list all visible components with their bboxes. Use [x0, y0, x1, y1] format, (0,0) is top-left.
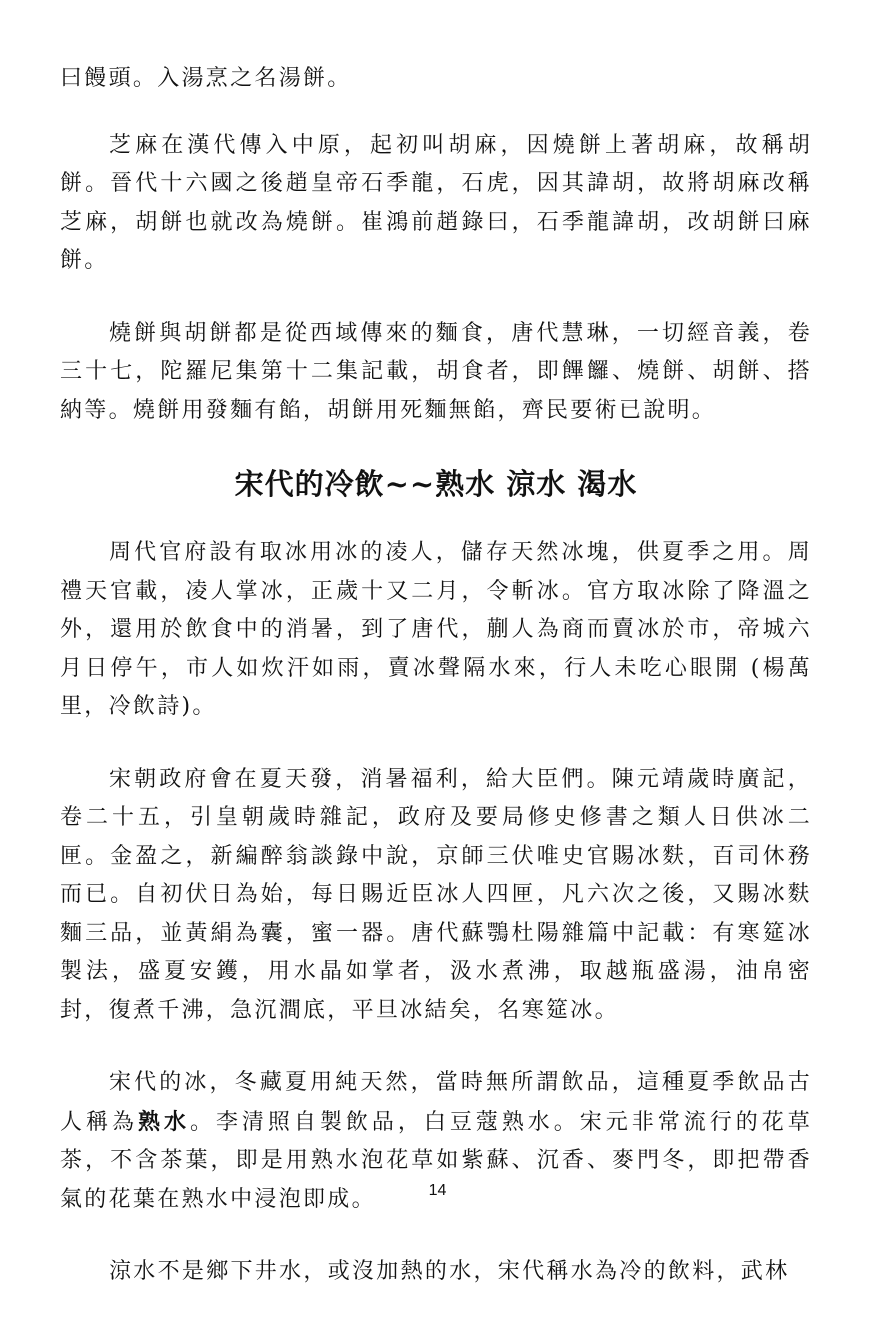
document-page [60, 60, 812, 1326]
bold-term-shushui: 熟水 [137, 1108, 190, 1135]
section-heading: 宋代的冷飲~~熟水 涼水 渴水 [234, 467, 638, 501]
paragraph-liangshui: 涼水不是鄉下井水，或沒加熱的水，宋代稱水為冷的飲料，武林 [109, 1259, 790, 1284]
paragraph-sesame: 芝麻在漢代傳入中原，起初叫胡麻，因燒餅上著胡麻，故稱胡餅。晉代十六國之後趙皇帝石季龍，石虎，因其諱胡，故將胡麻改稱芝麻，胡餅也就改為燒餅。崔鴻前趙錄曰，石季龍諱胡，改胡餅曰麻餅。 [60, 132, 812, 273]
page-number: 14 [428, 1182, 447, 1199]
paragraph-shushui-after: 。李清照自製飲品，白豆蔻熟水。宋元非常流行的花草茶，不含茶葉，即是用熟水泡花草如紫蘇、沉香、麥門冬，即把帶香氣的花葉在熟水中浸泡即成。 [60, 1109, 812, 1212]
paragraph-shushui-before: 宋代的冰，冬藏夏用純天然，當時無所謂飲品，這種夏季飲品古人稱為 [60, 1070, 812, 1135]
paragraph-zhou-ice: 周代官府設有取冰用冰的凌人，儲存天然冰塊，供夏季之用。周禮天官載，凌人掌冰，正歲十又二月，令斬冰。官方取冰除了降溫之外，還用於飲食中的消暑，到了唐代，蒯人為商而賣冰於市，帝城六月日停午，市人如炊汗如雨，賣冰聲隔水來，行人未吃心眼開 (楊萬里，冷飲詩)。 [60, 540, 812, 719]
paragraph-continuation: 曰饅頭。入湯烹之名湯餅。 [60, 66, 352, 91]
paragraph-shaobing: 燒餅與胡餅都是從西域傳來的麵食，唐代慧琳，一切經音義，卷三十七，陀羅尼集第十二集記載，胡食者，即饆饠、燒餅、胡餅、搭納等。燒餅用發麵有餡，胡餅用死麵無餡，齊民要術已說明。 [60, 320, 812, 423]
paragraph-song-ice: 宋朝政府會在夏天發，消暑福利，給大臣們。陳元靖歲時廣記，卷二十五，引皇朝歲時雜記，政府及要局修史修書之類人日供冰二匣。金盈之，新編醉翁談錄中說，京師三伏唯史官賜冰麩，百司休務而已。自初伏日為始，每日賜近臣冰人四匣，凡六次之後，又賜冰麩麵三品，並黃絹為囊，蜜一器。唐代蘇鶚杜陽雜篇中記載：有寒筵冰製法，盛夏安鑊，用水晶如掌者，汲水煮沸，取越瓶盛湯，油帛密封，復煮千沸，急沉澗底，平旦冰結矣，名寒筵冰。 [60, 766, 812, 1023]
